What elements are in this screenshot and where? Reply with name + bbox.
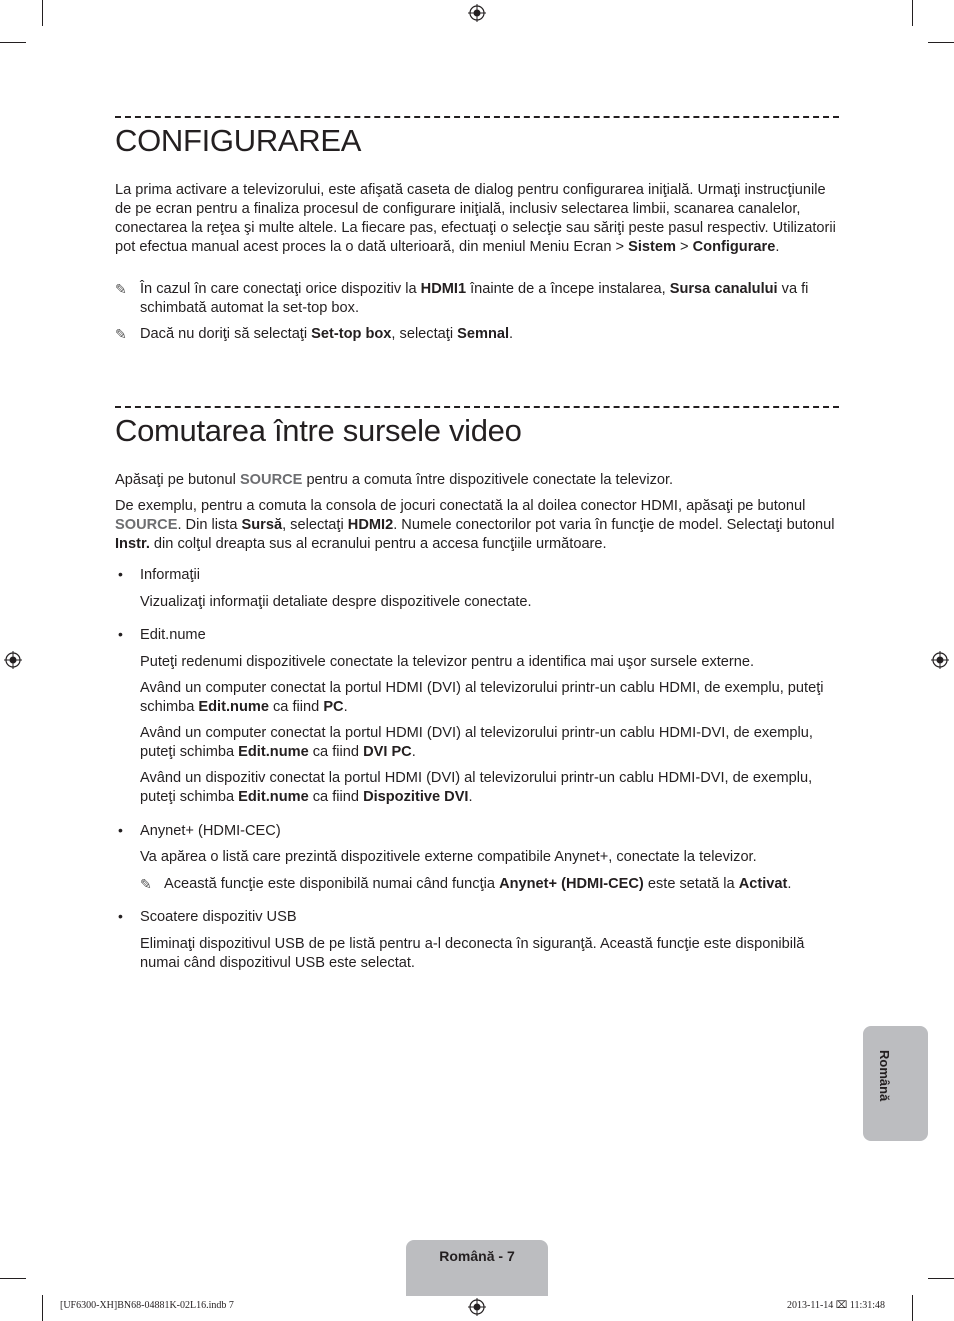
item-label: Anynet+ (HDMI-CEC) <box>140 823 281 839</box>
registration-mark-icon <box>468 4 486 22</box>
item-example: Având un computer conectat la portul HDMI (DVI) al televizorului printr-un cablu HDMI-DVI, de exemplu, puteţi schimba Edit.nume ca fiind DVI PC. <box>140 725 813 760</box>
language-side-tab-label: Română <box>877 1050 892 1102</box>
footer-file: [UF6300-XH]BN68-04881K-02L16.indb 7 <box>60 1300 234 1311</box>
crop-mark <box>42 1295 43 1321</box>
section-title: Comutarea între sursele video <box>115 413 522 448</box>
item-label: Edit.nume <box>140 627 206 643</box>
crop-mark <box>912 1295 913 1321</box>
registration-mark-icon <box>4 651 22 669</box>
note-hdmi1: În cazul în care conectaţi orice dispozitiv la HDMI1 înainte de a începe instalarea, Sursa canalului va fi schimbată automat la set-top box. <box>140 281 809 316</box>
item-text: Va apărea o listă care prezintă dispozitivele externe compatibile Anynet+, conectate la televizor. <box>140 849 757 865</box>
pencil-note-icon: ✎ <box>115 281 127 297</box>
note-set-top-box: Dacă nu doriţi să selectaţi Set-top box, selectaţi Semnal. <box>140 326 514 342</box>
section-divider <box>115 116 839 118</box>
source-paragraph: Apăsaţi pe butonul SOURCE pentru a comuta între dispozitivele conectate la televizor. <box>115 472 674 488</box>
crop-mark <box>0 42 26 43</box>
anynet-note: Această funcţie este disponibilă numai când funcţia Anynet+ (HDMI-CEC) este setată la Activat. <box>164 876 792 892</box>
bullet-icon: • <box>118 626 123 642</box>
registration-mark-icon <box>931 651 949 669</box>
section-divider <box>115 406 839 408</box>
page-number: Română - 7 <box>439 1248 515 1264</box>
page-number-tab <box>406 1240 548 1296</box>
crop-mark <box>928 1278 954 1279</box>
item-text: Vizualizaţi informaţii detaliate despre dispozitivele conectate. <box>140 594 532 610</box>
section-title: CONFIGURAREA <box>115 123 362 158</box>
crop-mark <box>42 0 43 26</box>
example-paragraph: De exemplu, pentru a comuta la consola de jocuri conectată la al doilea conector HDMI, apăsaţi pe butonul SOURCE. Din lista Sursă, selectaţi HDMI2. Numele conectorilor pot varia în funcţie de model. Selectaţi butonul Instr. din colţul dreapta sus al ecranului pentru a accesa funcţiile următoare. <box>115 498 835 552</box>
item-label: Scoatere dispozitiv USB <box>140 909 297 925</box>
language-side-tab <box>863 1026 928 1141</box>
crop-mark <box>912 0 913 26</box>
item-example: Având un dispozitiv conectat la portul HDMI (DVI) al televizorului printr-un cablu HDMI-DVI, de exemplu, puteţi schimba Edit.nume ca fiind Dispozitive DVI. <box>140 770 813 805</box>
item-example: Având un computer conectat la portul HDMI (DVI) al televizorului printr-un cablu HDMI, de exemplu, puteţi schimba Edit.nume ca fiind PC. <box>140 680 824 715</box>
pencil-note-icon: ✎ <box>115 326 127 342</box>
pencil-note-icon: ✎ <box>140 876 152 892</box>
footer-date: 2013-11-14 ⌧ 11:31:48 <box>787 1300 885 1311</box>
item-text: Eliminaţi dispozitivul USB de pe listă pentru a-l deconecta în siguranţă. Această funcţie este disponibilă numai când dispozitivul USB este selectat. <box>140 936 805 971</box>
bullet-icon: • <box>118 822 123 838</box>
item-text: Puteţi redenumi dispozitivele conectate la televizor pentru a identifica mai uşor sursele externe. <box>140 654 755 670</box>
crop-mark <box>0 1278 26 1279</box>
intro-paragraph: La prima activare a televizorului, este afişată caseta de dialog pentru configurarea iniţială. Urmaţi instrucţiunile de pe ecran pentru a finaliza procesul de configurare iniţială, inclusiv selectarea limbii, scanarea canalelor, conectarea la reţea şi multe altele. La fiecare pas, efectuaţi o selecţie sau săriţi peste pasul respectiv. Utilizatorii pot efectua manual acest proces la o dată ulterioară, din meniul Meniu Ecran > Sistem > Configurare. <box>115 182 836 255</box>
crop-mark <box>928 42 954 43</box>
item-label: Informaţii <box>140 567 201 583</box>
bullet-icon: • <box>118 566 123 582</box>
bullet-icon: • <box>118 908 123 924</box>
registration-mark-icon <box>468 1298 486 1316</box>
